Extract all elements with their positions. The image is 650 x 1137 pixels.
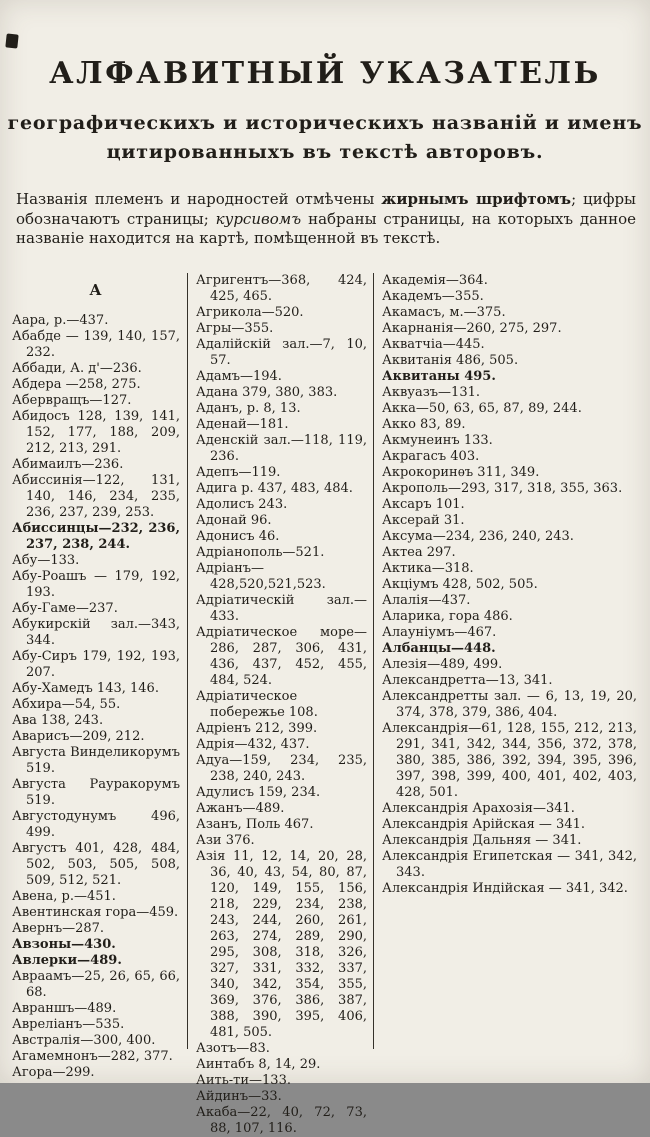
index-entry: Акрокоринѳъ 311, 349. bbox=[382, 464, 540, 480]
index-entry: Адамъ—194. bbox=[196, 368, 282, 384]
intro-segment: Названія племенъ и народностей отмѣчены bbox=[16, 190, 382, 208]
index-entry: Акрополь—293, 317, 318, 355, 363. bbox=[382, 480, 623, 496]
index-entry: Абу-Сиръ 179, 192, 193, 207. bbox=[12, 648, 180, 680]
index-entry: Аксерай 31. bbox=[382, 512, 465, 528]
index-entry: Авлерки—489. bbox=[12, 952, 122, 968]
index-entry: Аксума—234, 236, 240, 243. bbox=[382, 528, 574, 544]
index-entry: Акамасъ, м.—375. bbox=[382, 304, 506, 320]
index-entry: Адолисъ 243. bbox=[196, 496, 288, 512]
index-entry: Абидосъ 128, 139, 141, 152, 177, 188, 209, 212, 213, 291. bbox=[12, 408, 180, 456]
index-entry: Акрагасъ 403. bbox=[382, 448, 480, 464]
index-entry: Акціумъ 428, 502, 505. bbox=[382, 576, 538, 592]
column-2-entries bbox=[196, 273, 367, 1137]
index-columns bbox=[12, 272, 650, 1136]
intro-segment: жирнымъ шрифтомъ bbox=[381, 190, 572, 208]
intro-segment: курсивомъ bbox=[215, 209, 302, 228]
index-entry: Агамемнонъ—282, 377. bbox=[12, 1048, 173, 1064]
index-entry: Авена, р.—451. bbox=[12, 888, 116, 904]
index-entry: Ази 376. bbox=[196, 832, 255, 848]
index-entry: Августа Рауракорумъ 519. bbox=[12, 776, 180, 808]
index-entry: Авраамъ—25, 26, 65, 66, 68. bbox=[12, 968, 180, 1000]
index-entry: Азотъ—83. bbox=[196, 1040, 270, 1056]
index-entry: Аббади, А. д'—236. bbox=[12, 360, 142, 376]
index-entry: Адріатическое побережье 108. bbox=[196, 688, 318, 720]
index-entry: Акко 83, 89. bbox=[382, 416, 466, 432]
index-entry: Абиссинцы—232, 236, 237, 238, 244. bbox=[12, 520, 180, 552]
index-entry: Акарнанія—260, 275, 297. bbox=[382, 320, 562, 336]
index-entry: Адулисъ 159, 234. bbox=[196, 784, 321, 800]
index-entry: Ажанъ—489. bbox=[196, 800, 285, 816]
index-entry: Абу—133. bbox=[12, 552, 80, 568]
index-entry: Аквитанія 486, 505. bbox=[382, 352, 519, 368]
index-entry: Акватчіа—445. bbox=[382, 336, 485, 352]
index-entry: Азія 11, 12, 14, 20, 28, 36, 40, 43, 54, 80, 87, 120, 149, 155, 156, 218, 229, 234, 238, 243, 244, 260, 261, 263, 274, 289, 290, 295, 308, 318, 326, 327, 331, 332, 337, 340, 342, 354, 355, 369, 376, 386, 387, 388, 390, 395, 406, 481, 505. bbox=[196, 848, 367, 1040]
index-entry: Адонай 96. bbox=[196, 512, 272, 528]
index-entry: Академія—364. bbox=[382, 272, 488, 288]
index-entry: Абу-Гаме—237. bbox=[12, 600, 118, 616]
index-entry: Академъ—355. bbox=[382, 288, 484, 304]
index-entry: Алезія—489, 499. bbox=[382, 656, 503, 672]
index-entry: Адуа—159, 234, 235, 238, 240, 243. bbox=[196, 752, 367, 784]
index-column-3 bbox=[373, 273, 641, 1049]
index-entry: Александрія Индійская — 341, 342. bbox=[382, 880, 628, 896]
index-entry: Албанцы—448. bbox=[382, 640, 496, 656]
index-entry: Агора—299. bbox=[12, 1064, 95, 1080]
page-subtitle bbox=[0, 109, 650, 166]
index-entry: Александрія Египетская — 341, 342, 343. bbox=[382, 848, 637, 880]
index-entry: Абукирскій зал.—343, 344. bbox=[12, 616, 180, 648]
index-entry: Адріатическій зал.—433. bbox=[196, 592, 367, 624]
index-entry: Адрія—432, 437. bbox=[196, 736, 310, 752]
index-entry: Абимаилъ—236. bbox=[12, 456, 124, 472]
index-entry: Акмунеинъ 133. bbox=[382, 432, 493, 448]
index-entry: Аксаръ 101. bbox=[382, 496, 465, 512]
index-entry: Актика—318. bbox=[382, 560, 474, 576]
index-entry: Азанъ, Поль 467. bbox=[196, 816, 314, 832]
index-entry: Австралія—300, 400. bbox=[12, 1032, 156, 1048]
subtitle-line-2: цитированныхъ въ текстѣ авторовъ. bbox=[106, 140, 544, 163]
index-entry: Александретты зал. — 6, 13, 19, 20, 374, 378, 379, 386, 404. bbox=[382, 688, 637, 720]
index-entry: Адріанъ—428,520,521,523. bbox=[196, 560, 326, 592]
index-entry: Агрикола—520. bbox=[196, 304, 304, 320]
index-entry: Авраншъ—489. bbox=[12, 1000, 117, 1016]
index-entry: Августа Винделикорумъ 519. bbox=[12, 744, 180, 776]
column-3-entries bbox=[382, 273, 637, 897]
index-entry: Августодунумъ 496, 499. bbox=[12, 808, 180, 840]
index-entry: Адріатическое море—286, 287, 306, 431, 436, 437, 452, 455, 484, 524. bbox=[196, 624, 367, 688]
subtitle-line-1: географическихъ и историческихъ названій и именъ bbox=[7, 112, 643, 134]
index-entry: Александрія Арійская — 341. bbox=[382, 816, 585, 832]
page-title: АЛФАВИТНЫЙ УКАЗАТЕЛЬ bbox=[49, 56, 601, 91]
index-entry: Адріанополь—521. bbox=[196, 544, 325, 560]
index-column-2 bbox=[187, 272, 373, 1136]
index-entry: Алалія—437. bbox=[382, 592, 471, 608]
index-entry: Аквитаны 495. bbox=[382, 368, 496, 384]
index-column-1 bbox=[12, 273, 187, 1080]
index-entry: Абу-Хамедъ 143, 146. bbox=[12, 680, 159, 696]
index-entry: Александретта—13, 341. bbox=[382, 672, 553, 688]
index-entry: Абабде — 139, 140, 157, 232. bbox=[12, 328, 180, 360]
index-entry: Адепъ—119. bbox=[196, 464, 281, 480]
index-entry: Авзоны—430. bbox=[12, 936, 116, 952]
index-entry: Аинтабъ 8, 14, 29. bbox=[196, 1056, 321, 1072]
index-entry: Адонисъ 46. bbox=[196, 528, 280, 544]
index-entry: Адана 379, 380, 383. bbox=[196, 384, 338, 400]
index-entry: Александрія Арахозія—341. bbox=[382, 800, 575, 816]
column-1-entries bbox=[12, 313, 180, 1081]
index-entry: Александрія—61, 128, 155, 212, 213, 291, 341, 342, 344, 356, 372, 378, 380, 385, 386, 392, 394, 395, 396, 397, 398, 399, 400, 401, 402, 403, 428, 501. bbox=[382, 720, 637, 800]
index-entry: Августъ 401, 428, 484, 502, 503, 505, 508, 509, 512, 521. bbox=[12, 840, 180, 888]
index-entry: Алауніумъ—467. bbox=[382, 624, 497, 640]
index-entry: Аденай—181. bbox=[196, 416, 289, 432]
index-entry: Аить-ти—133. bbox=[196, 1072, 291, 1088]
index-entry: Адріенъ 212, 399. bbox=[196, 720, 318, 736]
index-entry: Адига р. 437, 483, 484. bbox=[196, 480, 353, 496]
intro-segment: набраны страницы, на которыхъ данное названіе находится на картѣ, помѣщенной въ текстѣ. bbox=[16, 209, 637, 247]
index-entry: Адалійскій зал.—7, 10, 57. bbox=[196, 336, 367, 368]
index-entry: Агры—355. bbox=[196, 320, 274, 336]
index-entry: Аварисъ—209, 212. bbox=[12, 728, 145, 744]
index-entry: Акка—50, 63, 65, 87, 89, 244. bbox=[382, 400, 582, 416]
index-entry: Абервращъ—127. bbox=[12, 392, 132, 408]
index-entry: Аквуазъ—131. bbox=[382, 384, 480, 400]
index-entry: Айдинъ—33. bbox=[196, 1088, 282, 1104]
index-entry: Абиссинія—122, 131, 140, 146, 234, 235, 236, 237, 239, 253. bbox=[12, 472, 180, 520]
index-entry: Авреліанъ—535. bbox=[12, 1016, 125, 1032]
intro-segment: ; цифры обозначаютъ страницы; bbox=[16, 190, 636, 228]
index-entry: Агригентъ—368, 424, 425, 465. bbox=[196, 272, 367, 304]
index-entry: Актеа 297. bbox=[382, 544, 456, 560]
index-entry: Аденскій зал.—118, 119, 236. bbox=[196, 432, 367, 464]
index-entry: Акаба—22, 40, 72, 73, 88, 107, 116. bbox=[196, 1104, 367, 1136]
index-entry: Аларика, гора 486. bbox=[382, 608, 513, 624]
index-entry: Александрія Дальняя — 341. bbox=[382, 832, 582, 848]
index-entry: Авентинская гора—459. bbox=[12, 904, 179, 920]
index-entry: Абу-Роашъ — 179, 192, 193. bbox=[12, 568, 180, 600]
index-entry: Аданъ, р. 8, 13. bbox=[196, 400, 301, 416]
letter-heading-a: А bbox=[89, 280, 103, 299]
index-entry: Абдера —258, 275. bbox=[12, 376, 141, 392]
index-entry: Авернъ—287. bbox=[12, 920, 105, 936]
scan-artifact bbox=[5, 33, 18, 48]
index-entry: Ава 138, 243. bbox=[12, 712, 104, 728]
index-entry: Аара, р.—437. bbox=[12, 312, 109, 328]
intro-note bbox=[16, 190, 636, 249]
index-entry: Абхира—54, 55. bbox=[12, 696, 121, 712]
